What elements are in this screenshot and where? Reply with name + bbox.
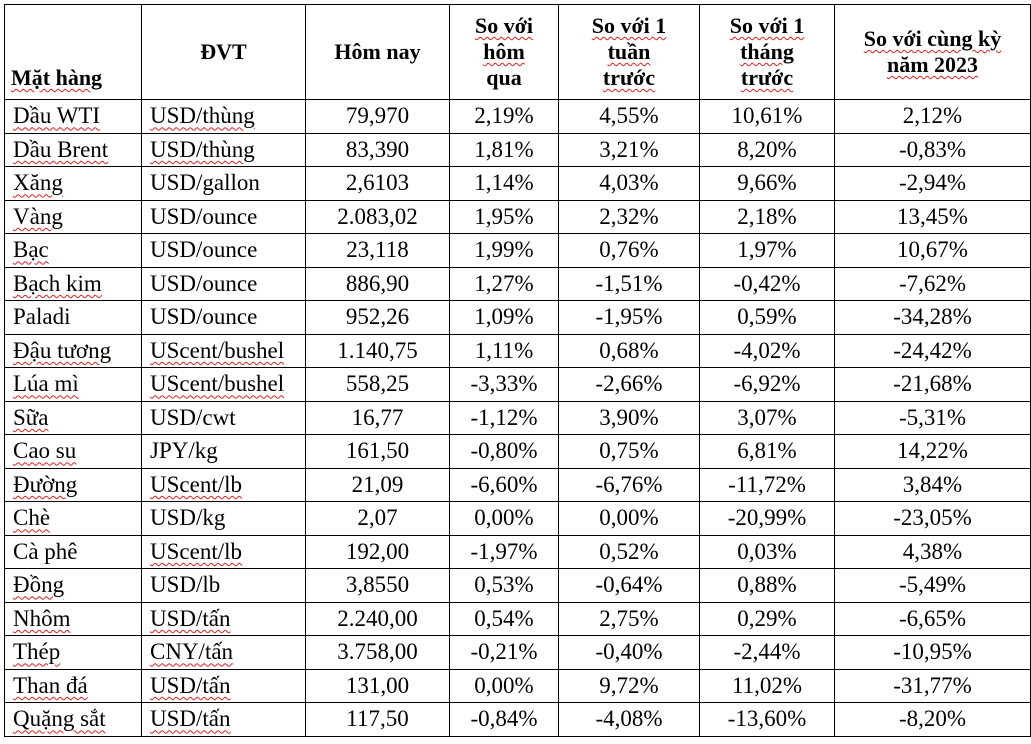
change-vs-yesterday: -0,21% — [450, 636, 559, 670]
price-today: 16,77 — [306, 401, 450, 435]
table-body — [5, 100, 1031, 737]
item-name: Xăng — [5, 167, 142, 201]
table-row — [5, 468, 1031, 502]
change-vs-yesterday: 0,54% — [450, 602, 559, 636]
table-row — [5, 133, 1031, 167]
change-vs-yesterday: -3,33% — [450, 368, 559, 402]
change-vs-yesterday: 1,81% — [450, 133, 559, 167]
change-vs-week: 0,52% — [559, 535, 700, 569]
table-row — [5, 167, 1031, 201]
item-name: Cao su — [5, 435, 142, 469]
change-vs-yesterday: -1,12% — [450, 401, 559, 435]
change-vs-month: -2,44% — [700, 636, 835, 670]
item-unit: UScent/lb — [142, 535, 306, 569]
item-name: Bạc — [5, 234, 142, 268]
change-vs-year: -0,83% — [835, 133, 1031, 167]
price-today: 161,50 — [306, 435, 450, 469]
change-vs-month: 8,20% — [700, 133, 835, 167]
change-vs-year: 3,84% — [835, 468, 1031, 502]
change-vs-year: 4,38% — [835, 535, 1031, 569]
item-name: Dầu WTI — [5, 100, 142, 134]
table-row — [5, 401, 1031, 435]
change-vs-month: 0,29% — [700, 602, 835, 636]
change-vs-year: -31,77% — [835, 669, 1031, 703]
price-today: 886,90 — [306, 267, 450, 301]
table-row — [5, 502, 1031, 536]
price-today: 192,00 — [306, 535, 450, 569]
change-vs-week: -0,40% — [559, 636, 700, 670]
change-vs-month: -0,42% — [700, 267, 835, 301]
item-name: Dầu Brent — [5, 133, 142, 167]
change-vs-year: -24,42% — [835, 334, 1031, 368]
price-today: 117,50 — [306, 703, 450, 737]
change-vs-year: -8,20% — [835, 703, 1031, 737]
item-name: Đường — [5, 468, 142, 502]
change-vs-week: 0,75% — [559, 435, 700, 469]
table-row — [5, 636, 1031, 670]
change-vs-yesterday: -6,60% — [450, 468, 559, 502]
table-row — [5, 569, 1031, 603]
table-row — [5, 100, 1031, 134]
item-name: Sữa — [5, 401, 142, 435]
table-row — [5, 368, 1031, 402]
item-unit: USD/tấn — [142, 703, 306, 737]
table-row — [5, 267, 1031, 301]
change-vs-week: 3,21% — [559, 133, 700, 167]
item-name: Đậu tương — [5, 334, 142, 368]
change-vs-week: 9,72% — [559, 669, 700, 703]
item-name: Lúa mì — [5, 368, 142, 402]
change-vs-week: 2,32% — [559, 200, 700, 234]
item-unit: USD/gallon — [142, 167, 306, 201]
change-vs-week: 0,00% — [559, 502, 700, 536]
change-vs-yesterday: 0,00% — [450, 669, 559, 703]
item-name: Vàng — [5, 200, 142, 234]
header-today: Hôm nay — [306, 5, 450, 100]
header-vs-yesterday: So với hôm qua — [450, 5, 559, 100]
table-row — [5, 703, 1031, 737]
change-vs-week: 0,68% — [559, 334, 700, 368]
change-vs-week: 4,55% — [559, 100, 700, 134]
change-vs-month: 10,61% — [700, 100, 835, 134]
change-vs-year: -34,28% — [835, 301, 1031, 335]
change-vs-week: -2,66% — [559, 368, 700, 402]
header-item: Mặt hàng — [5, 5, 142, 100]
price-today: 3.758,00 — [306, 636, 450, 670]
change-vs-yesterday: 2,19% — [450, 100, 559, 134]
price-today: 3,8550 — [306, 569, 450, 603]
commodity-price-table — [4, 4, 1031, 737]
item-unit: USD/ounce — [142, 267, 306, 301]
item-unit: USD/thùng — [142, 100, 306, 134]
change-vs-week: -0,64% — [559, 569, 700, 603]
change-vs-week: 0,76% — [559, 234, 700, 268]
price-today: 83,390 — [306, 133, 450, 167]
change-vs-month: 11,02% — [700, 669, 835, 703]
change-vs-month: 0,59% — [700, 301, 835, 335]
change-vs-month: -11,72% — [700, 468, 835, 502]
item-unit: CNY/tấn — [142, 636, 306, 670]
price-today: 2,07 — [306, 502, 450, 536]
change-vs-year: -2,94% — [835, 167, 1031, 201]
item-unit: UScent/lb — [142, 468, 306, 502]
table-row — [5, 535, 1031, 569]
price-today: 2,6103 — [306, 167, 450, 201]
change-vs-year: -6,65% — [835, 602, 1031, 636]
header-unit: ĐVT — [142, 5, 306, 100]
header-row — [5, 5, 1031, 100]
item-name: Nhôm — [5, 602, 142, 636]
item-unit: USD/tấn — [142, 602, 306, 636]
table-row — [5, 602, 1031, 636]
change-vs-month: 2,18% — [700, 200, 835, 234]
item-unit: USD/ounce — [142, 200, 306, 234]
header-vs-week: So với 1 tuần trước — [559, 5, 700, 100]
item-unit: UScent/bushel — [142, 334, 306, 368]
change-vs-year: -10,95% — [835, 636, 1031, 670]
price-today: 2.083,02 — [306, 200, 450, 234]
change-vs-yesterday: 1,09% — [450, 301, 559, 335]
item-unit: USD/cwt — [142, 401, 306, 435]
item-unit: USD/ounce — [142, 234, 306, 268]
change-vs-yesterday: 0,53% — [450, 569, 559, 603]
item-name: Paladi — [5, 301, 142, 335]
item-name: Thép — [5, 636, 142, 670]
change-vs-week: -1,51% — [559, 267, 700, 301]
change-vs-year: 2,12% — [835, 100, 1031, 134]
item-unit: UScent/bushel — [142, 368, 306, 402]
price-today: 952,26 — [306, 301, 450, 335]
table-row — [5, 301, 1031, 335]
change-vs-month: -4,02% — [700, 334, 835, 368]
change-vs-week: 2,75% — [559, 602, 700, 636]
change-vs-year: 10,67% — [835, 234, 1031, 268]
item-name: Than đá — [5, 669, 142, 703]
header-vs-year: So với cùng kỳ năm 2023 — [835, 5, 1031, 100]
change-vs-month: 0,88% — [700, 569, 835, 603]
change-vs-week: -6,76% — [559, 468, 700, 502]
price-today: 1.140,75 — [306, 334, 450, 368]
change-vs-week: 3,90% — [559, 401, 700, 435]
table-row — [5, 200, 1031, 234]
change-vs-month: 6,81% — [700, 435, 835, 469]
table-row — [5, 669, 1031, 703]
change-vs-year: 13,45% — [835, 200, 1031, 234]
change-vs-year: -23,05% — [835, 502, 1031, 536]
change-vs-yesterday: 1,27% — [450, 267, 559, 301]
price-today: 21,09 — [306, 468, 450, 502]
change-vs-week: -1,95% — [559, 301, 700, 335]
change-vs-year: 14,22% — [835, 435, 1031, 469]
change-vs-yesterday: 1,95% — [450, 200, 559, 234]
change-vs-yesterday: 1,11% — [450, 334, 559, 368]
change-vs-year: -5,49% — [835, 569, 1031, 603]
change-vs-yesterday: 1,14% — [450, 167, 559, 201]
change-vs-month: -13,60% — [700, 703, 835, 737]
change-vs-yesterday: -0,84% — [450, 703, 559, 737]
table-row — [5, 234, 1031, 268]
price-today: 2.240,00 — [306, 602, 450, 636]
item-unit: JPY/kg — [142, 435, 306, 469]
item-name: Quặng sắt — [5, 703, 142, 737]
price-today: 23,118 — [306, 234, 450, 268]
change-vs-week: -4,08% — [559, 703, 700, 737]
change-vs-month: -6,92% — [700, 368, 835, 402]
item-name: Chè — [5, 502, 142, 536]
item-name: Đồng — [5, 569, 142, 603]
change-vs-month: -20,99% — [700, 502, 835, 536]
change-vs-month: 1,97% — [700, 234, 835, 268]
item-name: Cà phê — [5, 535, 142, 569]
change-vs-yesterday: 1,99% — [450, 234, 559, 268]
change-vs-week: 4,03% — [559, 167, 700, 201]
item-name: Bạch kim — [5, 267, 142, 301]
change-vs-year: -5,31% — [835, 401, 1031, 435]
item-unit: USD/thùng — [142, 133, 306, 167]
change-vs-yesterday: 0,00% — [450, 502, 559, 536]
change-vs-month: 9,66% — [700, 167, 835, 201]
change-vs-month: 3,07% — [700, 401, 835, 435]
change-vs-yesterday: -0,80% — [450, 435, 559, 469]
table-row — [5, 435, 1031, 469]
table-row — [5, 334, 1031, 368]
price-today: 558,25 — [306, 368, 450, 402]
change-vs-yesterday: -1,97% — [450, 535, 559, 569]
item-unit: USD/ounce — [142, 301, 306, 335]
change-vs-year: -7,62% — [835, 267, 1031, 301]
item-unit: USD/tấn — [142, 669, 306, 703]
header-vs-month: So với 1 tháng trước — [700, 5, 835, 100]
change-vs-year: -21,68% — [835, 368, 1031, 402]
price-today: 131,00 — [306, 669, 450, 703]
price-today: 79,970 — [306, 100, 450, 134]
change-vs-month: 0,03% — [700, 535, 835, 569]
item-unit: USD/kg — [142, 502, 306, 536]
item-unit: USD/lb — [142, 569, 306, 603]
